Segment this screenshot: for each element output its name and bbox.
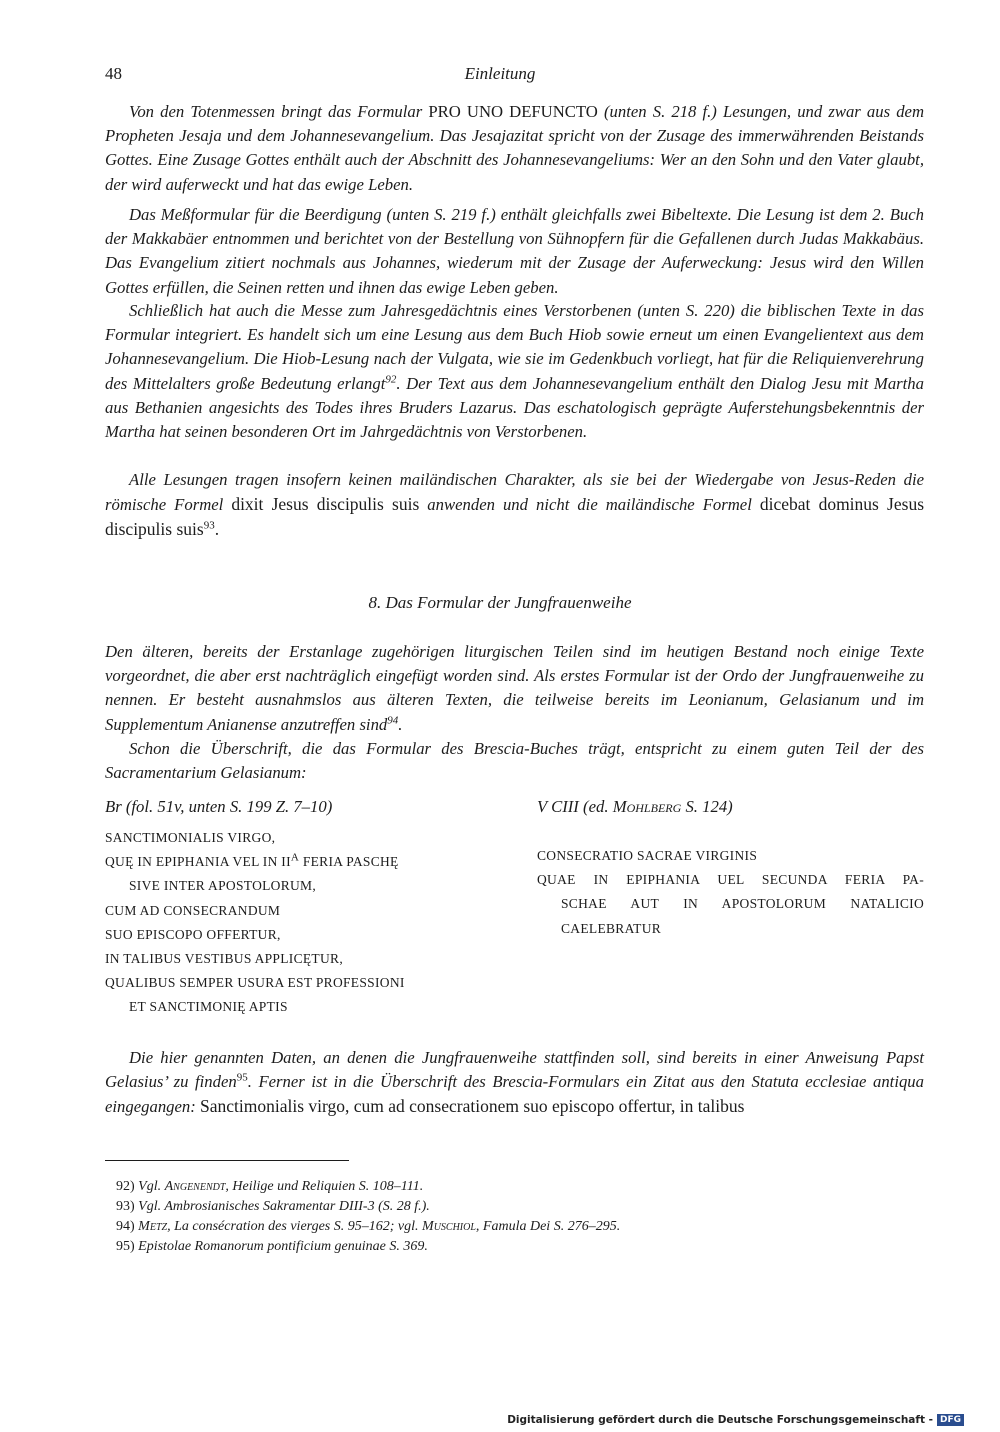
page-number: 48 (105, 64, 122, 83)
paragraph-3 (105, 299, 924, 444)
footnote-93 (116, 1197, 620, 1217)
footnote-number: 94) (116, 1219, 135, 1234)
right-heading-author: Mohlberg (612, 797, 682, 816)
paragraph-5 (105, 640, 924, 737)
paragraph-6: Schon die Überschrift, die das Formular des Brescia-Buches trägt, entspricht zu einem guten Teil der des Sacramentarium Gelasianum: (105, 739, 924, 783)
left-line-2-sup: A (290, 851, 300, 864)
p7-text-b: . Ferner ist in die Überschrift des Brescia-Formulars ein Zitat aus den Statuta ecclesiae antiqua eingegangen: (105, 1072, 924, 1117)
right-column-text (537, 844, 924, 941)
footnote-text: Famula Dei S. 276–295. (479, 1219, 621, 1234)
footnote-author: Muschiol, (422, 1219, 480, 1234)
paragraph-2: Das Meßformular für die Beerdigung (unten S. 219 f.) enthält gleichfalls zwei Bibeltexte. Die Lesung ist dem 2. Buch der Makkabäer entnommen und berichtet von der Bestellung von Sühnopfern für die Gefallenen durch Judas Makkabäus. Das Evangelium zitiert nochmals aus Johannes, wiederum mit der Zusage der Auferweckung: Jesus wird den Willen Gottes erfüllen, die Seinen retten und ihnen das ewige Leben geben. (105, 205, 924, 297)
left-column-text (105, 826, 465, 1020)
p7-text-a: Die hier genannten Daten, an denen die Jungfrauenweihe stattfinden soll, sind bereits in einer Anweisung Papst Gelasius’ zu finden (105, 1048, 924, 1092)
left-line-6: IN TALIBUS VESTIBUS APPLICĘTUR, (105, 951, 343, 967)
left-line-2 (105, 850, 465, 874)
left-line-5: SUO EPISCOPO OFFERTUR, (105, 926, 281, 942)
right-heading-a: V CIII (ed. (537, 797, 613, 816)
right-heading-c: S. 124) (681, 797, 733, 816)
right-line-1: CONSECRATIO SACRAE VIRGINIS (537, 848, 758, 863)
right-column-heading (537, 797, 733, 817)
p4-text-e: . (214, 519, 220, 540)
footnote-prefix: Vgl. (138, 1179, 165, 1194)
footnote-text: Epistolae Romanorum pontificium genuinae S. 369. (138, 1239, 428, 1254)
credit-text: Digitalisierung gefördert durch die Deutsche Forschungsgemeinschaft - (507, 1414, 933, 1426)
p5-text-b: . (398, 714, 403, 734)
left-line-4: CUM AD CONSECRANDUM (105, 902, 281, 918)
footnote-ref-94[interactable]: 94 (387, 714, 399, 727)
p4-text-c: anwenden und nicht die mailändische Formel (419, 495, 760, 515)
p4-roman-formula: dixit Jesus discipulis suis (231, 494, 420, 515)
p4-milan-formula: dicebat dominus Jesus discipulis suis (105, 494, 925, 540)
footnote-text: Heilige und Reliquien S. 108–111. (228, 1179, 424, 1194)
footnote-ref-92[interactable]: 92 (385, 373, 397, 386)
left-line-3: SIVE INTER APOSTOLORUM, (129, 878, 317, 894)
footnote-95 (116, 1237, 620, 1257)
left-line-2-post: FERIA PASCHĘ (299, 854, 399, 870)
section-heading: 8. Das Formular der Jungfrauenweihe (368, 593, 632, 612)
p3-text-a: Schließlich hat auch die Messe zum Jahresgedächtnis eines Verstorbenen (unten S. 220) die biblischen Texte in das Formular integriert. Es handelt sich um eine Lesung aus dem Buch Hiob sowie erneut um einen Evangelientext aus dem Johannesevangelium. Die Hiob-Lesung nach der Vulgata, wie sie im Gedenkbuch vorliegt, hat für die Reliquienverehrung des Mittelalters große Bedeutung erlangt (105, 301, 924, 393)
footnote-author: Metz, (138, 1219, 171, 1234)
footnote-divider (105, 1160, 349, 1161)
p7-statuta-quote: Sanctimonialis virgo, cum ad consecrationem suo episcopo offertur, in talibus (200, 1096, 745, 1117)
footnote-ref-95[interactable]: 95 (236, 1071, 248, 1084)
p4-text-a: Alle Lesungen tragen insofern keinen mailändischen Charakter, als sie bei der Wiedergabe von Jesus-Reden die römische Formel (105, 470, 924, 515)
running-head: Einleitung (464, 64, 536, 83)
p1-text-a: Von den Totenmessen bringt das Formular (129, 102, 429, 121)
paragraph-7 (105, 1046, 924, 1120)
dfg-logo-icon: DFG (937, 1414, 964, 1426)
digitization-credit (507, 1414, 964, 1426)
left-line-2-pre: QUĘ IN EPIPHANIA VEL IN II (105, 854, 291, 870)
paragraph-4 (105, 468, 924, 543)
left-column-heading: Br (fol. 51v, unten S. 199 Z. 7–10) (105, 797, 333, 816)
footnote-number: 93) (116, 1199, 135, 1214)
paragraph-1 (105, 100, 924, 197)
footnote-text: Vgl. Ambrosianisches Sakramentar DIII-3 (S. 28 f.). (138, 1199, 430, 1214)
p5-text-a: Den älteren, bereits der Erstanlage zugehörigen liturgischen Teilen sind im heutigen Bestand noch einige Texte vorgeordnet, die aber erst nachträglich eingefügt worden sind. Als erstes Formular ist der Ordo der Jungfrauenweihe zu nennen. Er besteht ausnahmslos aus älteren Texten, die teilweise bereits im Leonianum, Gelasianum und im Supplementum Anianense anzutreffen sind (105, 642, 924, 734)
footnote-text: La consécration des vierges S. 95–162; vgl. (170, 1219, 423, 1234)
p3-text-b: . Der Text aus dem Johannesevangelium enthält den Dialog Jesu mit Martha aus Bethanien angesichts des Todes ihres Bruders Lazarus. Das eschatologisch geprägte Auferstehungsbekenntnis der Martha hat seinen besonderen Ort im Jahrgedächtnis von Verstorbenen. (105, 373, 924, 442)
footnote-ref-93[interactable]: 93 (203, 519, 215, 532)
footnote-number: 92) (116, 1179, 135, 1194)
left-line-1: SANCTIMONIALIS VIRGO, (105, 830, 276, 845)
right-line-2: QUAE IN EPIPHANIA UEL SECUNDA FERIA PA- (537, 872, 924, 888)
p1-formular-name: PRO UNO DEFUNCTO (428, 102, 598, 121)
footnote-94 (116, 1217, 620, 1237)
p1-text-c: (unten S. 218 f.) Lesungen, und zwar aus dem Propheten Jesaja und dem Johannesevangelium. Das Jesajazitat spricht von der Zusage des immerwährenden Beistands Gottes. Eine Zusage Gottes enthält auch der Abschnitt des Johannesevangeliums: Wer an den Sohn und den Vater glaubt, der wird auferweckt und hat das ewige Leben. (105, 102, 924, 194)
right-line-3: SCHAE AUT IN APOSTOLORUM NATALICIO (561, 896, 924, 912)
left-line-8: ET SANCTIMONIĘ APTIS (129, 999, 288, 1015)
footnote-92 (116, 1177, 620, 1197)
right-line-4: CAELEBRATUR (561, 920, 662, 936)
left-line-7: QUALIBUS SEMPER USURA EST PROFESSIONI (105, 975, 405, 991)
footnote-number: 95) (116, 1239, 135, 1254)
footnotes (116, 1177, 620, 1257)
footnote-author: Angenendt, (164, 1179, 229, 1194)
